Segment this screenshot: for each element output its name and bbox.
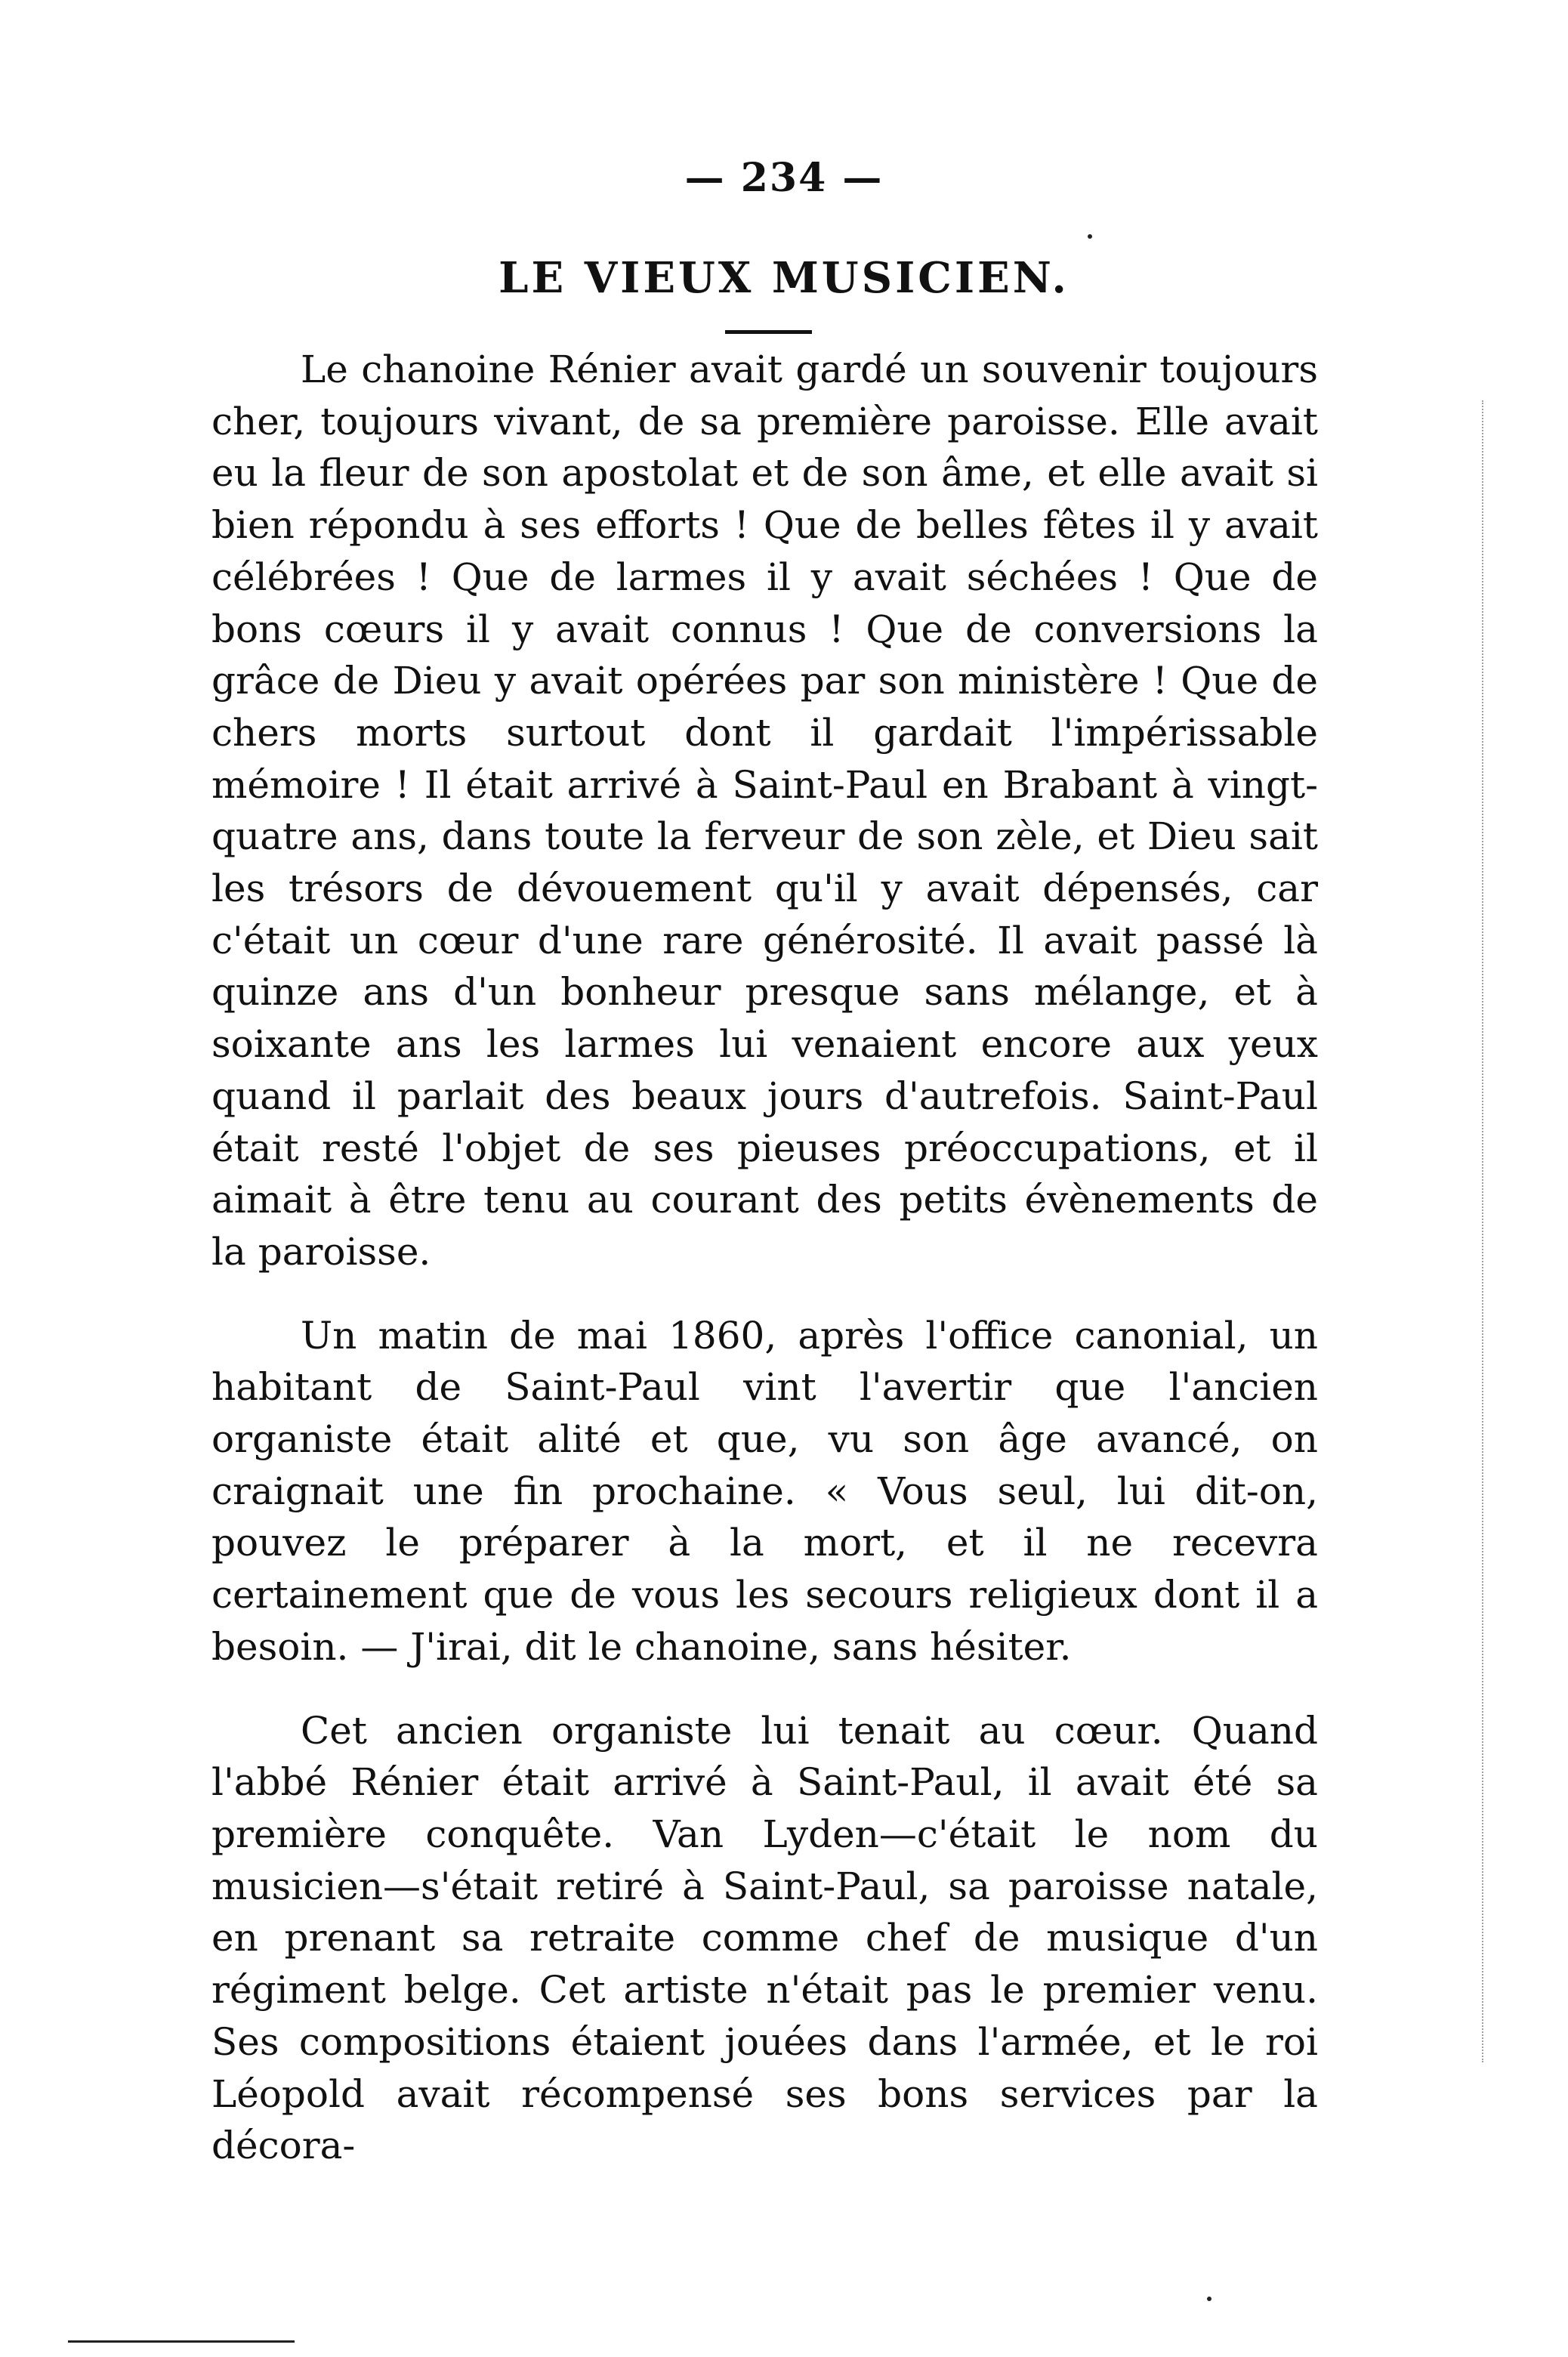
scan-margin-noise xyxy=(1482,400,1521,2062)
scan-speck xyxy=(1088,234,1092,239)
paragraph-2: Un matin de mai 1860, après l'office canonial, un habitant de Saint-Paul vint l'avertir que l'ancien organiste était alité et que, vu son âge avancé, on craignait une fin prochaine. « Vous seul, lui dit-on, pouvez le préparer à la mort, et il ne recevra certainement que de vous les secours religieux dont il a besoin. — J'irai, dit le chanoine, sans hésiter. xyxy=(211,1313,1318,1669)
chapter-title: LE VIEUX MUSICIEN. xyxy=(498,253,1070,303)
paragraph-3: Cet ancien organiste lui tenait au cœur. Quand l'abbé Rénier était arrivé à Saint-Paul, il avait été sa première conquête. Van Lyden—c'était le nom du musicien—s'était retiré à Saint-Paul, sa paroisse natale, en prenant sa retraite comme chef de musique d'un régiment belge. Cet artiste n'était pas le premier venu. Ses compositions étaient jouées dans l'armée, et le roi Léopold avait récompensé ses bons services par la décora- xyxy=(211,1708,1318,2168)
body-text xyxy=(211,344,1318,2172)
scan-speck xyxy=(1207,2297,1211,2301)
scan-bottom-rule xyxy=(68,2340,295,2343)
title-underline-rule xyxy=(725,330,812,334)
paragraph-1: Le chanoine Rénier avait gardé un souvenir toujours cher, toujours vivant, de sa première paroisse. Elle avait eu la fleur de son apostolat et de son âme, et elle avait si bien répondu à ses efforts ! Que de belles fêtes il y avait célébrées ! Que de larmes il y avait séchées ! Que de bons cœurs il y avait connus ! Que de conversions la grâce de Dieu y avait opérées par son ministère ! Que de chers morts surtout dont il gardait l'impérissable mémoire ! Il était arrivé à Saint-Paul en Brabant à vingt-quatre ans, dans toute la ferveur de son zèle, et Dieu sait les trésors de dévouement qu'il y avait dépensés, car c'était un cœur d'une rare générosité. Il avait passé là quinze ans d'un bonheur presque sans mélange, et à soixante ans les larmes lui venaient encore aux yeux quand il parlait des beaux jours d'autrefois. Saint-Paul était resté l'objet de ses pieuses préoccupations, et il aimait à être tenu au courant des petits évènements de la paroisse. xyxy=(211,348,1318,1274)
page-number: — 234 — xyxy=(684,155,884,201)
